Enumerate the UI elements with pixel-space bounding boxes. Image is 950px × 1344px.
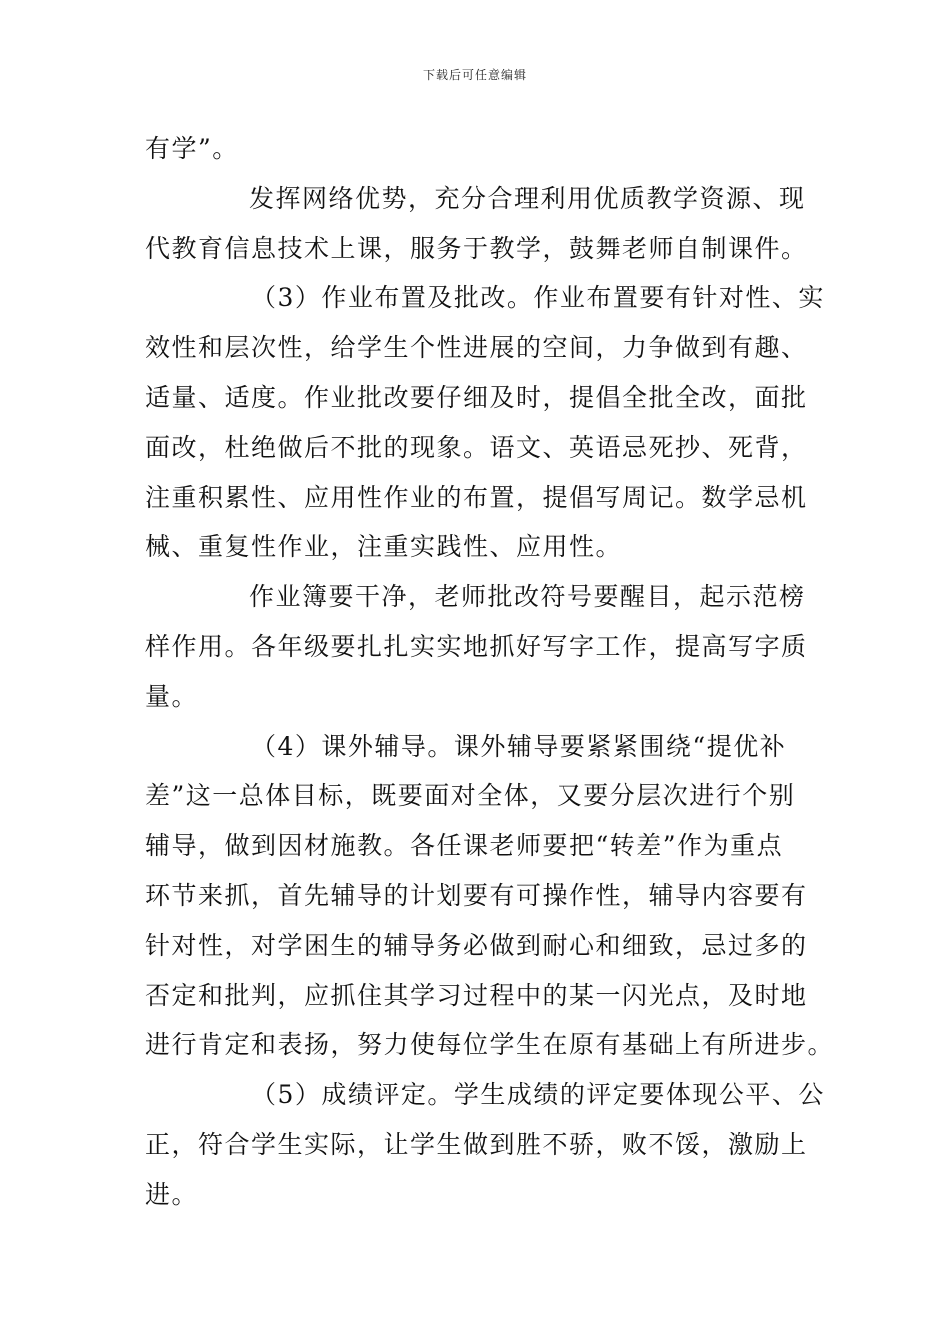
text-line: 进。 [145, 1179, 199, 1209]
paragraph-first-line: （5）成绩评定。学生成绩的评定要体现公平、公 [251, 1080, 825, 1110]
text-line: 注重积累性、应用性作业的布置，提倡写周记。数学忌机 [145, 482, 808, 512]
text-line: 械、重复性作业，注重实践性、应用性。 [145, 532, 623, 562]
text-line: 面改，杜绝做后不批的现象。语文、英语忌死抄、死背， [145, 432, 808, 462]
page-header-note: 下载后可任意编辑 [422, 68, 527, 82]
text-line: 有学”。 [145, 134, 239, 163]
paragraph-first-line: 作业簿要干净，老师批改符号要醒目，起示范榜 [249, 582, 806, 612]
text-line: 正，符合学生实际，让学生做到胜不骄，败不馁，激励上 [145, 1129, 808, 1159]
text-line: 针对性，对学困生的辅导务必做到耐心和细致，忌过多的 [145, 930, 808, 960]
text-line: 样作用。各年级要扎扎实实地抓好写字工作，提高写字质 [145, 631, 808, 661]
text-line: 否定和批判，应抓住其学习过程中的某一闪光点，及时地 [145, 980, 808, 1010]
text-line: 进行肯定和表扬，努力使每位学生在原有基础上有所进步。 [145, 1030, 835, 1060]
paragraph-first-line: 发挥网络优势，充分合理利用优质教学资源、现 [249, 183, 806, 213]
text-line: 量。 [145, 681, 199, 711]
text-line: 差”这一总体目标，既要面对全体，又要分层次进行个别 [145, 781, 796, 811]
document-body [145, 124, 835, 1220]
text-line: 效性和层次性，给学生个性进展的空间，力争做到有趣、 [145, 333, 808, 363]
paragraph-first-line: （4）课外辅导。课外辅导要紧紧围绕“提优补 [251, 731, 787, 761]
text-line: 环节来抓，首先辅导的计划要有可操作性，辅导内容要有 [145, 880, 808, 910]
text-line: 代教育信息技术上课，服务于教学，鼓舞老师自制课件。 [145, 233, 808, 263]
text-line: 适量、适度。作业批改要仔细及时，提倡全批全改，面批 [145, 382, 808, 412]
text-line: 辅导，做到因材施教。各任课老师要把“转差”作为重点 [145, 831, 784, 861]
paragraph-first-line: （3）作业布置及批改。作业布置要有针对性、实 [251, 283, 825, 313]
